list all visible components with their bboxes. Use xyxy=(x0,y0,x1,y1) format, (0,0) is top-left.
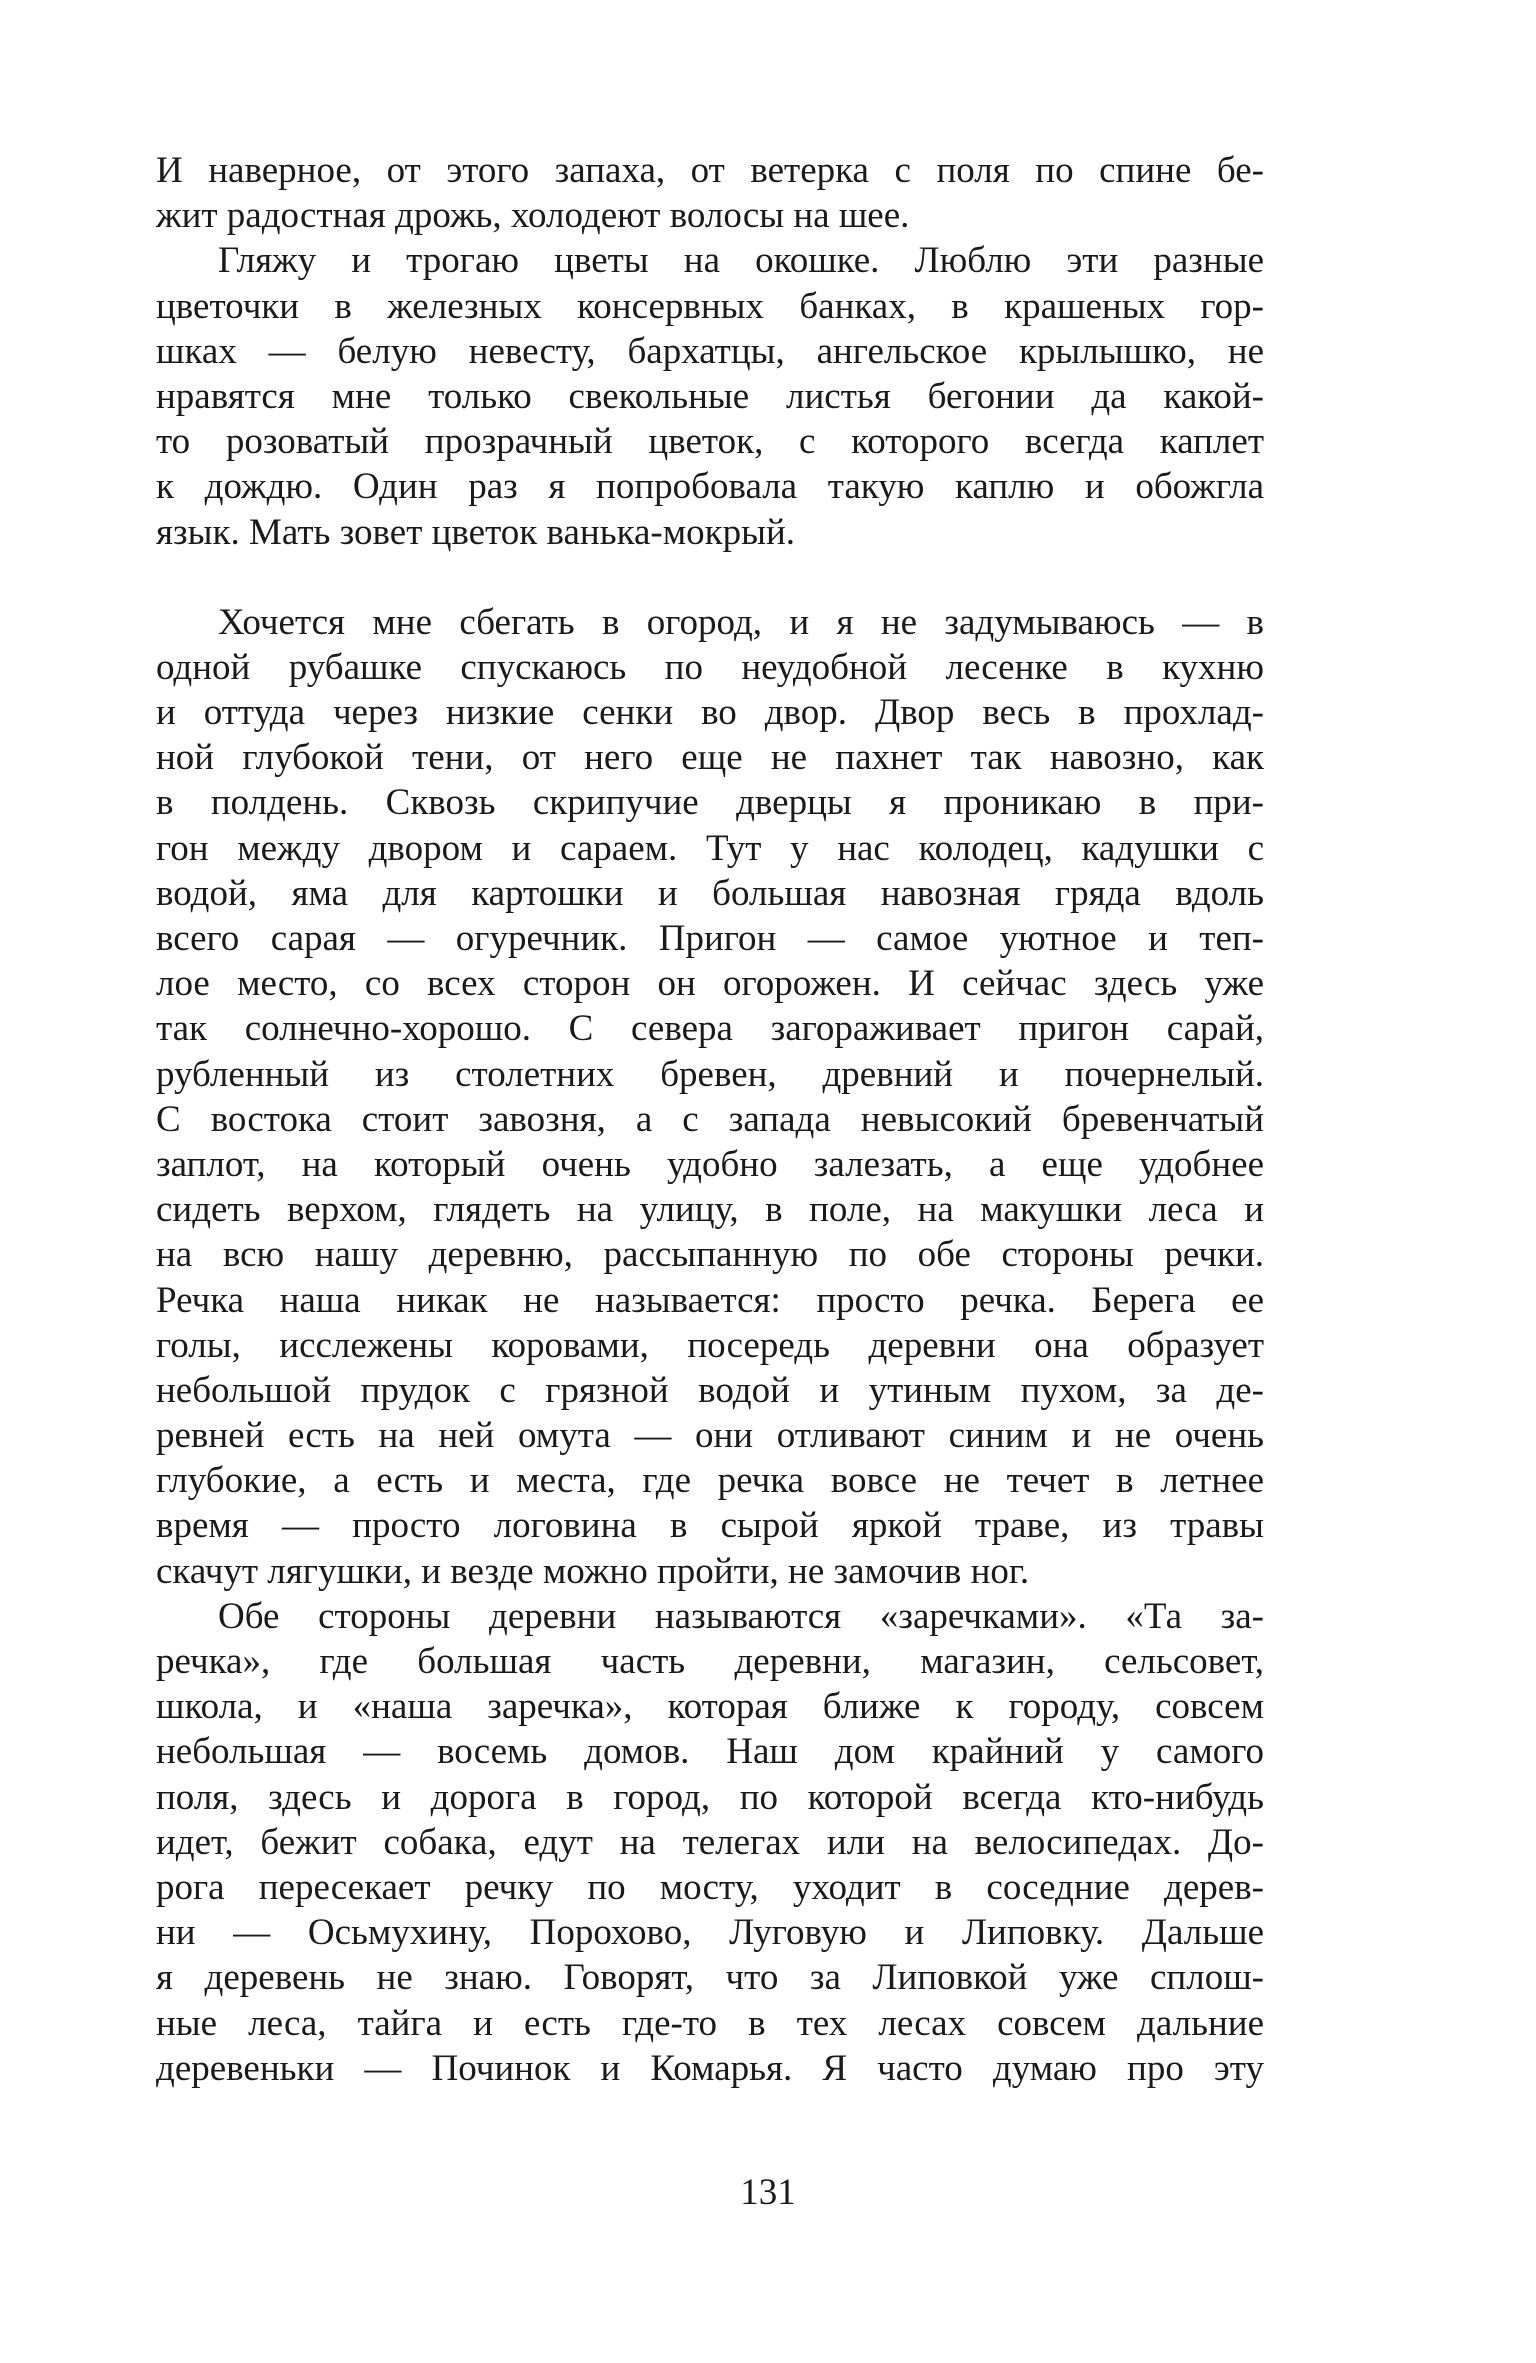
text-line: поля, здесь и дорога в город, по которой всегда кто-нибудь xyxy=(156,1776,1264,1818)
text-line: небольшая — восемь домов. Наш дом крайний у самого xyxy=(156,1731,1264,1773)
paragraph xyxy=(156,600,1264,1594)
text-line: идет, бежит собака, едут на телегах или на велосипедах. До- xyxy=(156,1821,1264,1863)
text-line: голы, исслежены коровами, посередь деревни она образует xyxy=(156,1324,1264,1366)
text-line: ревней есть на ней омута — они отливают синим и не очень xyxy=(156,1415,1264,1457)
text-line: так солнечно-хорошо. С севера загораживает пригон сарай, xyxy=(156,1008,1264,1050)
text-line: С востока стоит завозня, а с запада невысокий бревенчатый xyxy=(156,1098,1264,1140)
text-line: в полдень. Сквозь скрипучие дверцы я проникаю в при- xyxy=(156,782,1264,824)
text-line: Хочется мне сбегать в огород, и я не задумываюсь — в xyxy=(218,601,1264,643)
page-text-block xyxy=(156,148,1264,2091)
text-line: скачут лягушки, и везде можно пройти, не замочив ног. xyxy=(156,1550,1030,1592)
text-line: сидеть верхом, глядеть на улицу, в поле, на макушки леса и xyxy=(156,1189,1264,1231)
text-line: небольшой прудок с грязной водой и утиным пухом, за де- xyxy=(156,1369,1264,1411)
text-line: нравятся мне только свекольные листья бегонии да какой- xyxy=(156,375,1264,417)
text-line: Гляжу и трогаю цветы на окошке. Люблю эти разные xyxy=(218,240,1264,282)
text-line: к дождю. Один раз я попробовала такую каплю и обожгла xyxy=(156,466,1264,508)
text-line: рубленный из столетних бревен, древний и почернелый. xyxy=(156,1053,1264,1095)
text-line: на всю нашу деревню, рассыпанную по обе стороны речки. xyxy=(156,1234,1264,1276)
text-line: глубокие, а есть и места, где речка вовсе не течет в летнее xyxy=(156,1460,1264,1502)
text-line: шках — белую невесту, бархатцы, ангельское крылышко, не xyxy=(156,330,1264,372)
paragraph-gap xyxy=(156,555,1264,600)
paragraph xyxy=(156,238,1264,554)
text-line: жит радостная дрожь, холодеют волосы на шее. xyxy=(156,195,910,237)
text-line: гон между двором и сараем. Тут у нас колодец, кадушки с xyxy=(156,827,1264,869)
text-line: то розоватый прозрачный цветок, с которого всегда каплет xyxy=(156,421,1264,463)
text-line: рога пересекает речку по мосту, уходит в соседние дерев- xyxy=(156,1866,1264,1908)
text-line: речка», где большая часть деревни, магазин, сельсовет, xyxy=(156,1641,1264,1682)
text-line: я деревень не знаю. Говорят, что за Липовкой уже сплош- xyxy=(156,1957,1264,1999)
text-line: школа, и «наша заречка», которая ближе к городу, совсем xyxy=(156,1686,1264,1728)
text-line: деревеньки — Починок и Комарья. Я часто думаю про эту xyxy=(156,2047,1264,2089)
text-line: всего сарая — огуречник. Пригон — самое уютное и теп- xyxy=(156,918,1264,959)
page-number: 131 xyxy=(740,2172,796,2213)
text-line: лое место, со всех сторон он огорожен. И сейчас здесь уже xyxy=(156,963,1264,1005)
paragraph xyxy=(156,1594,1264,2091)
paragraph xyxy=(156,148,1264,238)
text-line: и оттуда через низкие сенки во двор. Двор весь в прохлад- xyxy=(156,692,1264,734)
text-line: Речка наша никак не называется: просто речка. Берега ее xyxy=(156,1279,1264,1321)
text-line: водой, яма для картошки и большая навозная гряда вдоль xyxy=(156,872,1264,914)
text-line: ные леса, тайга и есть где-то в тех лесах совсем дальние xyxy=(156,2002,1264,2044)
text-line: ни — Осьмухину, Порохово, Луговую и Липовку. Дальше xyxy=(156,1912,1264,1954)
text-line: язык. Мать зовет цветок ванька-мокрый. xyxy=(156,511,796,553)
text-line: одной рубашке спускаюсь по неудобной лесенке в кухню xyxy=(156,646,1264,688)
text-line: заплот, на который очень удобно залезать, а еще удобнее xyxy=(156,1143,1264,1185)
text-line: И наверное, от этого запаха, от ветерка с поля по спине бе- xyxy=(156,150,1264,191)
text-line: Обе стороны деревни называются «заречками». «Та за- xyxy=(218,1595,1264,1637)
text-line: время — просто логовина в сырой яркой траве, из травы xyxy=(156,1505,1264,1547)
text-line: цветочки в железных консервных банках, в крашеных гор- xyxy=(156,285,1264,327)
text-line: ной глубокой тени, от него еще не пахнет так навозно, как xyxy=(156,737,1264,779)
